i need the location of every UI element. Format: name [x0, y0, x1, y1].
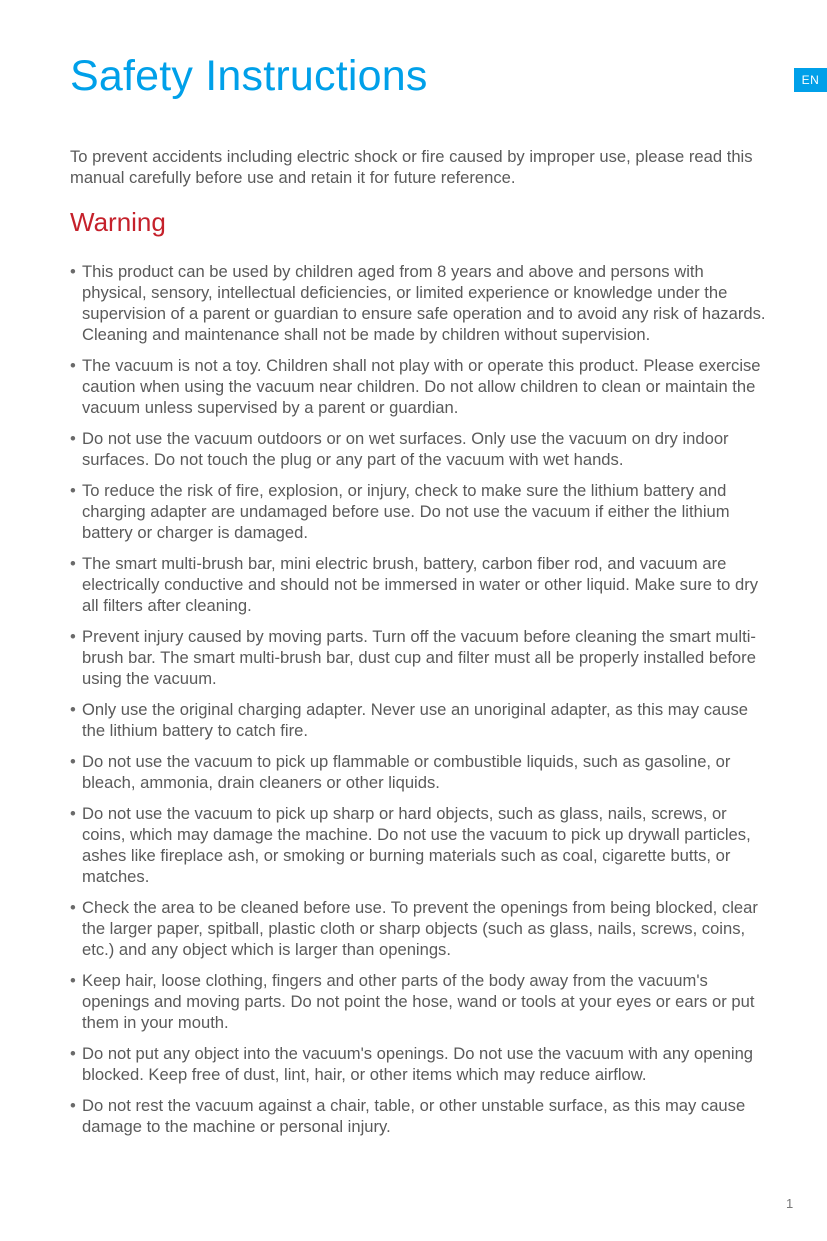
bullet-icon: •	[70, 554, 76, 573]
page-number: 1	[786, 1196, 794, 1211]
warning-item	[70, 1043, 770, 1085]
bullet-icon: •	[70, 804, 76, 823]
page-title: Safety Instructions	[70, 52, 428, 100]
warning-item-text: This product can be used by children aged from 8 years and above and persons with physical, sensory, intellectual deficiencies, or limited experience or knowledge under the supervision of a parent or guardian to ensure safe operation and to avoid any risk of hazards. Cleaning and maintenance shall not be made by children without supervision.	[82, 262, 766, 344]
warning-list	[70, 261, 770, 1147]
warning-item	[70, 553, 770, 616]
warning-item-text: The vacuum is not a toy. Children shall not play with or operate this product. Please exercise caution when using the vacuum near children. Do not allow children to clean or maintain the vacuum unless supervised by a parent or guardian.	[82, 356, 761, 417]
warning-item-text: Do not rest the vacuum against a chair, table, or other unstable surface, as this may cause damage to the machine or personal injury.	[82, 1096, 746, 1136]
warning-item	[70, 803, 770, 887]
warning-item-text: Do not put any object into the vacuum's openings. Do not use the vacuum with any opening blocked. Keep free of dust, lint, hair, or other items which may reduce airflow.	[82, 1044, 754, 1084]
bullet-icon: •	[70, 700, 76, 719]
bullet-icon: •	[70, 898, 76, 917]
language-badge: EN	[794, 68, 827, 92]
warning-item-text: Prevent injury caused by moving parts. Turn off the vacuum before cleaning the smart multi-brush bar. The smart multi-brush bar, dust cup and filter must all be properly installed before using the vacuum.	[82, 627, 756, 688]
bullet-icon: •	[70, 752, 76, 771]
warning-item	[70, 261, 770, 345]
warning-item-text: Do not use the vacuum to pick up flammable or combustible liquids, such as gasoline, or bleach, ammonia, drain cleaners or other liquids.	[82, 752, 731, 792]
warning-item-text: To reduce the risk of fire, explosion, or injury, check to make sure the lithium battery and charging adapter are undamaged before use. Do not use the vacuum if either the lithium battery or charger is damaged.	[82, 481, 730, 542]
warning-item-text: Keep hair, loose clothing, fingers and other parts of the body away from the vacuum's openings and moving parts. Do not point the hose, wand or tools at your eyes or ears or put them in your mouth.	[82, 971, 755, 1032]
warning-item-text: The smart multi-brush bar, mini electric brush, battery, carbon fiber rod, and vacuum are electrically conductive and should not be immersed in water or other liquid. Make sure to dry all filters after cleaning.	[82, 554, 759, 615]
warning-item	[70, 480, 770, 543]
bullet-icon: •	[70, 627, 76, 646]
warning-item-text: Check the area to be cleaned before use. To prevent the openings from being blocked, clear the larger paper, spitball, plastic cloth or sharp objects (such as glass, nails, screws, coins, etc.) and any object which is larger than openings.	[82, 898, 758, 959]
warning-item	[70, 1095, 770, 1137]
bullet-icon: •	[70, 1096, 76, 1115]
warning-item	[70, 355, 770, 418]
warning-item-text: Only use the original charging adapter. Never use an unoriginal adapter, as this may cause the lithium battery to catch fire.	[82, 700, 748, 740]
intro-paragraph: To prevent accidents including electric shock or fire caused by improper use, please read this manual carefully before use and retain it for future reference.	[70, 147, 753, 187]
warning-heading: Warning	[70, 207, 166, 237]
warning-item	[70, 699, 770, 741]
warning-item-text: Do not use the vacuum outdoors or on wet surfaces. Only use the vacuum on dry indoor surfaces. Do not touch the plug or any part of the vacuum with wet hands.	[82, 429, 729, 469]
warning-item	[70, 626, 770, 689]
warning-item	[70, 428, 770, 470]
bullet-icon: •	[70, 356, 76, 375]
bullet-icon: •	[70, 481, 76, 500]
warning-item	[70, 751, 770, 793]
bullet-icon: •	[70, 262, 76, 281]
warning-item-text: Do not use the vacuum to pick up sharp or hard objects, such as glass, nails, screws, or coins, which may damage the machine. Do not use the vacuum to pick up drywall particles, ashes like fireplace ash, or smoking or burning materials such as coal, cigarette butts, or matches.	[82, 804, 751, 886]
bullet-icon: •	[70, 971, 76, 990]
warning-item	[70, 970, 770, 1033]
warning-item	[70, 897, 770, 960]
bullet-icon: •	[70, 429, 76, 448]
bullet-icon: •	[70, 1044, 76, 1063]
